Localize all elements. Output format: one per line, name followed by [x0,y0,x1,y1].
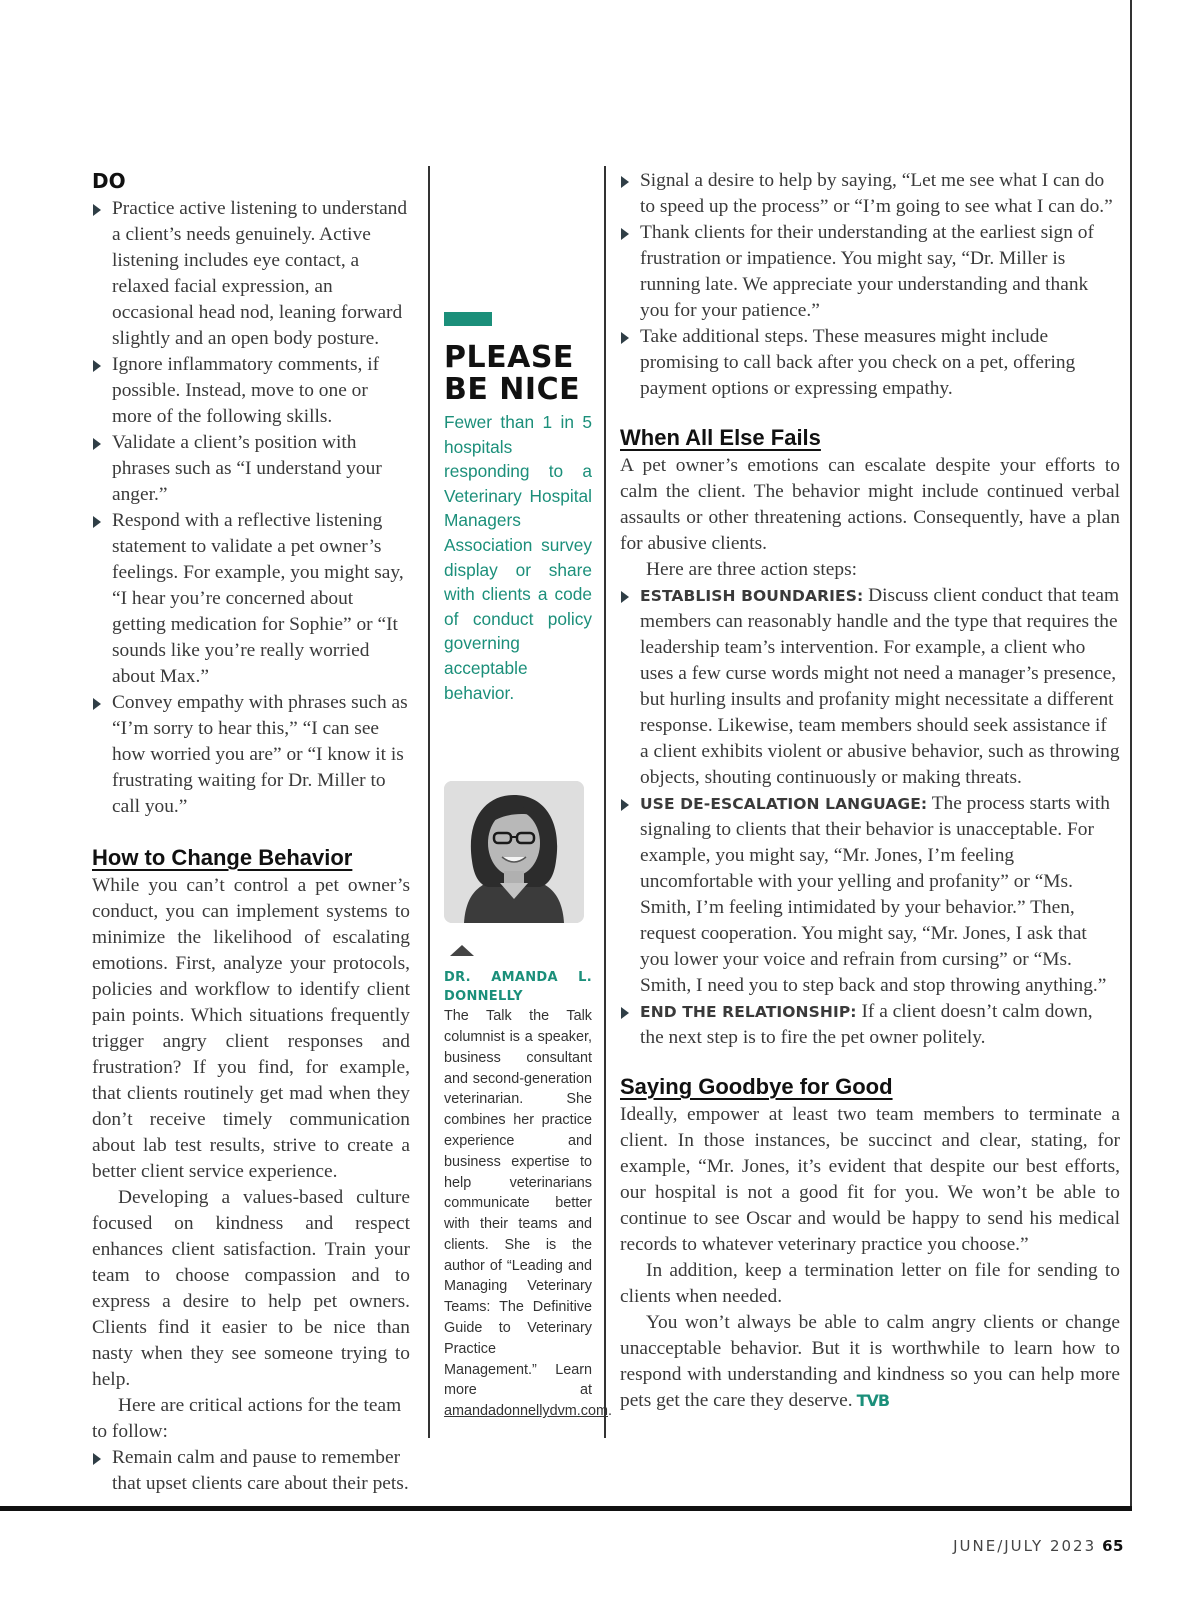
list-item-text: Respond with a reflective listening statement to validate a pet owner’s feelings. For example, you might say, “I hear you’re concerned about getting medication for Sophie” or “It sounds like you’re really worried about Max.” [112,510,404,687]
sidebar-title [444,342,592,406]
list-item-text: Remain calm and pause to remember that upset clients care about their pets. [112,1447,409,1494]
list-item [92,352,410,430]
step-lead: USE DE-ESCALATION LANGUAGE: [640,795,928,813]
author-portrait-icon [444,781,584,923]
bullet-triangle-icon [93,204,101,216]
list-item [620,220,1120,324]
do-heading: DO [92,169,126,193]
body-paragraph: Ideally, empower at least two team members to terminate a client. In those instances, be succinct and clear, stating, for example, “Mr. Jones, it’s evident that despite our best efforts, our hospital is not a good fit for you. We won’t be able to continue to see Oscar and would be happy to send his medical records to whatever veterinary practice you choose.” [620,1104,1120,1255]
author-name: DR. AMANDA L. DONNELLY [444,970,592,1005]
list-item [620,324,1120,402]
bullet-triangle-icon [621,332,629,344]
sidebar-column [444,312,612,1422]
list-item-text [640,999,1120,1051]
section-heading-saying-goodbye: Saying Goodbye for Good [620,1074,893,1099]
body-paragraph: In addition, keep a termination letter on file for sending to clients when needed. [620,1260,1120,1307]
list-item [92,1445,410,1497]
accent-bar [444,312,492,326]
list-item [92,690,410,820]
list-item [620,791,1120,999]
author-bio-text: The Talk the Talk columnist is a speaker, business consultant and second-generation veterinarian. She combines her practice experience and business expertise to help veterinarians communicate better with their teams and clients. She is the author of “Leading and Managing Veterinary Teams: The Definitive Guide to Veterinary Practice Management.” Learn more at [444,1008,592,1399]
closing-text: You won’t always be able to calm angry clients or change unacceptable behavior. But it is worthwhile to learn how to respond with understanding and kindness so you can help more pets get the care they deserve. [620,1312,1120,1411]
page-footer [953,1537,1124,1555]
section-heading-when-all-else-fails: When All Else Fails [620,425,821,450]
team-actions-list [92,1445,410,1497]
issue-date: JUNE/JULY 2023 [953,1537,1097,1555]
bullet-triangle-icon [93,1453,101,1465]
author-photo [444,781,584,923]
list-item [620,168,1120,220]
sidebar-text: Fewer than 1 in 5 hospitals responding to a Veterinary Hospital Managers Association survey display or share with clients a code of conduct policy governing acceptable behavior. [444,412,592,703]
bullet-triangle-icon [93,516,101,528]
list-item-text: Thank clients for their understanding at the earliest sign of frustration or impatience. You might say, “Dr. Miller is running late. We appreciate your understanding and thank you for your patience.” [640,222,1094,321]
list-item [92,196,410,352]
body-paragraph [620,1310,1120,1414]
step-lead: ESTABLISH BOUNDARIES: [640,587,864,605]
do-list [92,196,410,820]
body-paragraph: A pet owner’s emotions can escalate despite your efforts to calm the client. The behavior might include continued verbal assaults or other threatening actions. Consequently, have a plan for abusive clients. [620,455,1120,554]
bullet-triangle-icon [93,698,101,710]
bullet-triangle-icon [93,360,101,372]
bullet-triangle-icon [621,1007,629,1019]
sidebar-title-line: BE NICE [444,372,581,407]
body-paragraph: Developing a values-based culture focused on kindness and respect enhances client satisfaction. Train your team to choose compassion and to express a desire to help pet owners. Clients find it easier to be nice than nasty when they see someone trying to help. [92,1187,410,1390]
list-item [620,583,1120,791]
page-number: 65 [1102,1537,1124,1555]
body-paragraph: Here are three action steps: [646,559,858,580]
column-divider [428,166,430,1438]
list-item-text: Signal a desire to help by saying, “Let me see what I can do to speed up the process” or “I’m going to see what I can do.” [640,170,1113,217]
team-actions-list-continued [620,168,1120,402]
list-item-text: Ignore inflammatory comments, if possible. Instead, move to one or more of the following skills. [112,354,380,427]
footer-rule [0,1506,1132,1511]
list-item [92,430,410,508]
bullet-triangle-icon [621,176,629,188]
tvb-end-logo: TVB [856,1391,890,1410]
list-item [92,508,410,690]
step-text: Discuss client conduct that team members can reasonably handle and the type that requires the leadership team’s intervention. For example, a client who uses a few curse words might not need a manager’s presence, but hurling insults and profanity might necessitate a different response. Likewise, team members should seek assistance if a client exhibits violent or abusive behavior, such as throwing objects, shouting continuously or making threats. [640,585,1120,788]
bullet-triangle-icon [621,591,629,603]
body-paragraph: While you can’t control a pet owner’s conduct, you can implement systems to minimize the likelihood of escalating emotions. First, analyze your protocols, policies and workflow to identify client pain points. Which situations frequently trigger angry client responses and frustration? If you find, for example, that clients routinely get mad when they don’t receive timely communication about lab test results, strive to create a better client service experience. [92,875,410,1182]
section-heading-change-behavior: How to Change Behavior [92,845,353,870]
author-website-link[interactable]: amandadonnellydvm.com [444,1403,608,1420]
list-item-text [640,791,1120,999]
page-edge-rule [1130,0,1132,1506]
author-bio [444,1006,612,1422]
step-text: The process starts with signaling to clients that their behavior is unacceptable. For example, you might say, “Mr. Jones, I’m feeling uncomfortable with your yelling and profanity” or “Ms. Smith, I’m feeling intimidated by your behavior.” Then, request cooperation. You might say, “Mr. Jones, I ask that you lower your voice and refrain from cursing” or “Ms. Smith, I need you to step back and stop throwing anything.” [640,793,1110,996]
body-paragraph: Here are critical actions for the team to follow: [92,1395,402,1442]
sidebar-title-line: PLEASE [444,340,574,375]
author-bio-end: . [607,1403,612,1420]
column-divider [604,166,606,1438]
bullet-triangle-icon [621,228,629,240]
up-arrow-icon [450,945,474,956]
list-item-text: Validate a client’s position with phrases such as “I understand your anger.” [112,432,382,505]
bullet-triangle-icon [93,438,101,450]
list-item-text: Practice active listening to understand a client’s needs genuinely. Active listening includes eye contact, a relaxed facial expression, an occasional head nod, leaning forward slightly and an open body posture. [112,198,408,349]
step-text: If a client doesn’t calm down, the next step is to fire the pet owner politely. [640,1001,1093,1048]
list-item-text: Convey empathy with phrases such as “I’m sorry to hear this,” “I can see how worried you are” or “I know it is frustrating waiting for Dr. Miller to call you.” [112,692,408,817]
bullet-triangle-icon [621,799,629,811]
left-column [92,168,410,1497]
right-column [620,168,1120,1414]
list-item [620,999,1120,1051]
list-item-text [640,583,1120,791]
list-item-text: Take additional steps. These measures might include promising to call back after you check on a pet, offering payment options or expressing empathy. [640,326,1076,399]
action-steps-list [620,583,1120,1051]
step-lead: END THE RELATIONSHIP: [640,1003,857,1021]
